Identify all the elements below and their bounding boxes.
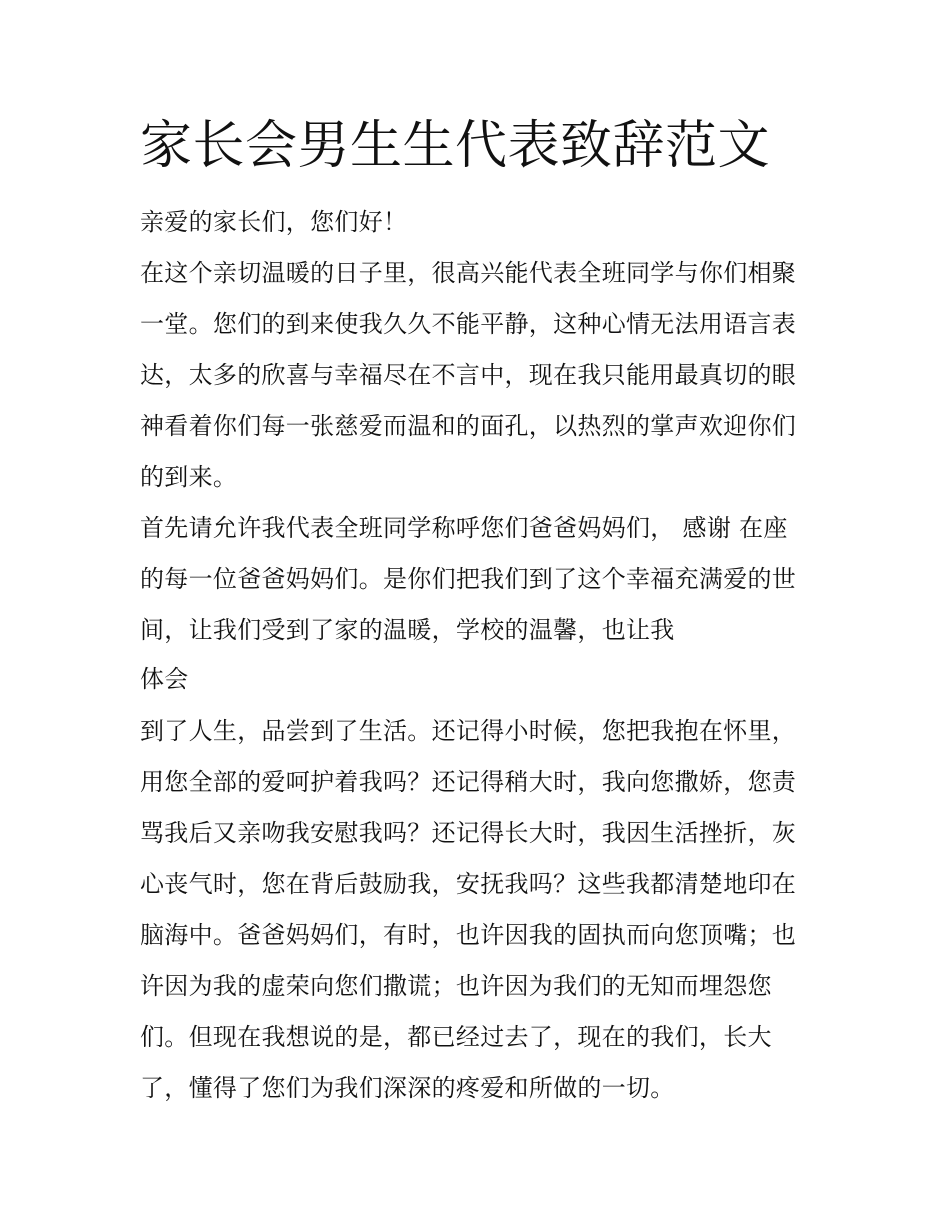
text-line: 许因为我的虚荣向您们撒谎；也许因为我们的无知而埋怨您 [140, 972, 772, 1000]
text-line-greeting: 亲爱的家长们，您们好！ [140, 208, 408, 236]
document-title: 家长会男生生代表致辞范文 [140, 116, 771, 176]
text-line: 的每一位爸爸妈妈们。是你们把我们到了这个幸福充满爱的世 [140, 565, 797, 593]
text-line: 间，让我们受到了家的温暖，学校的温馨，也让我 [140, 616, 675, 644]
text-line: 的到来。 [140, 463, 238, 491]
text-line: 用您全部的爱呵护着我吗？还记得稍大时，我向您撒娇，您责 [140, 768, 797, 796]
text-line: 骂我后又亲吻我安慰我吗？还记得长大时，我因生活挫折，灰 [140, 819, 797, 847]
text-line: 神看着你们每一张慈爱而温和的面孔，以热烈的掌声欢迎你们 [140, 412, 797, 440]
text-line: 一堂。您们的到来使我久久不能平静，这种心情无法用语言表 [140, 310, 797, 338]
text-line: 们。但现在我想说的是，都已经过去了，现在的我们，长大 [140, 1023, 772, 1051]
text-line: 脑海中。爸爸妈妈们，有时，也许因我的固执而向您顶嘴；也 [140, 921, 797, 949]
text-line: 体会 [140, 665, 189, 693]
text-line: 达，太多的欣喜与幸福尽在不言中，现在我只能用最真切的眼 [140, 361, 797, 389]
text-line: 到了人生，品尝到了生活。还记得小时候，您把我抱在怀里， [140, 717, 797, 745]
text-line: 首先请允许我代表全班同学称呼您们爸爸妈妈们， 感谢 在座 [140, 514, 788, 542]
text-line: 了，懂得了您们为我们深深的疼爱和所做的一切。 [140, 1074, 675, 1102]
text-line: 心丧气时，您在背后鼓励我，安抚我吗？这些我都清楚地印在 [140, 870, 797, 898]
text-line: 在这个亲切温暖的日子里，很高兴能代表全班同学与你们相聚 [140, 259, 797, 287]
